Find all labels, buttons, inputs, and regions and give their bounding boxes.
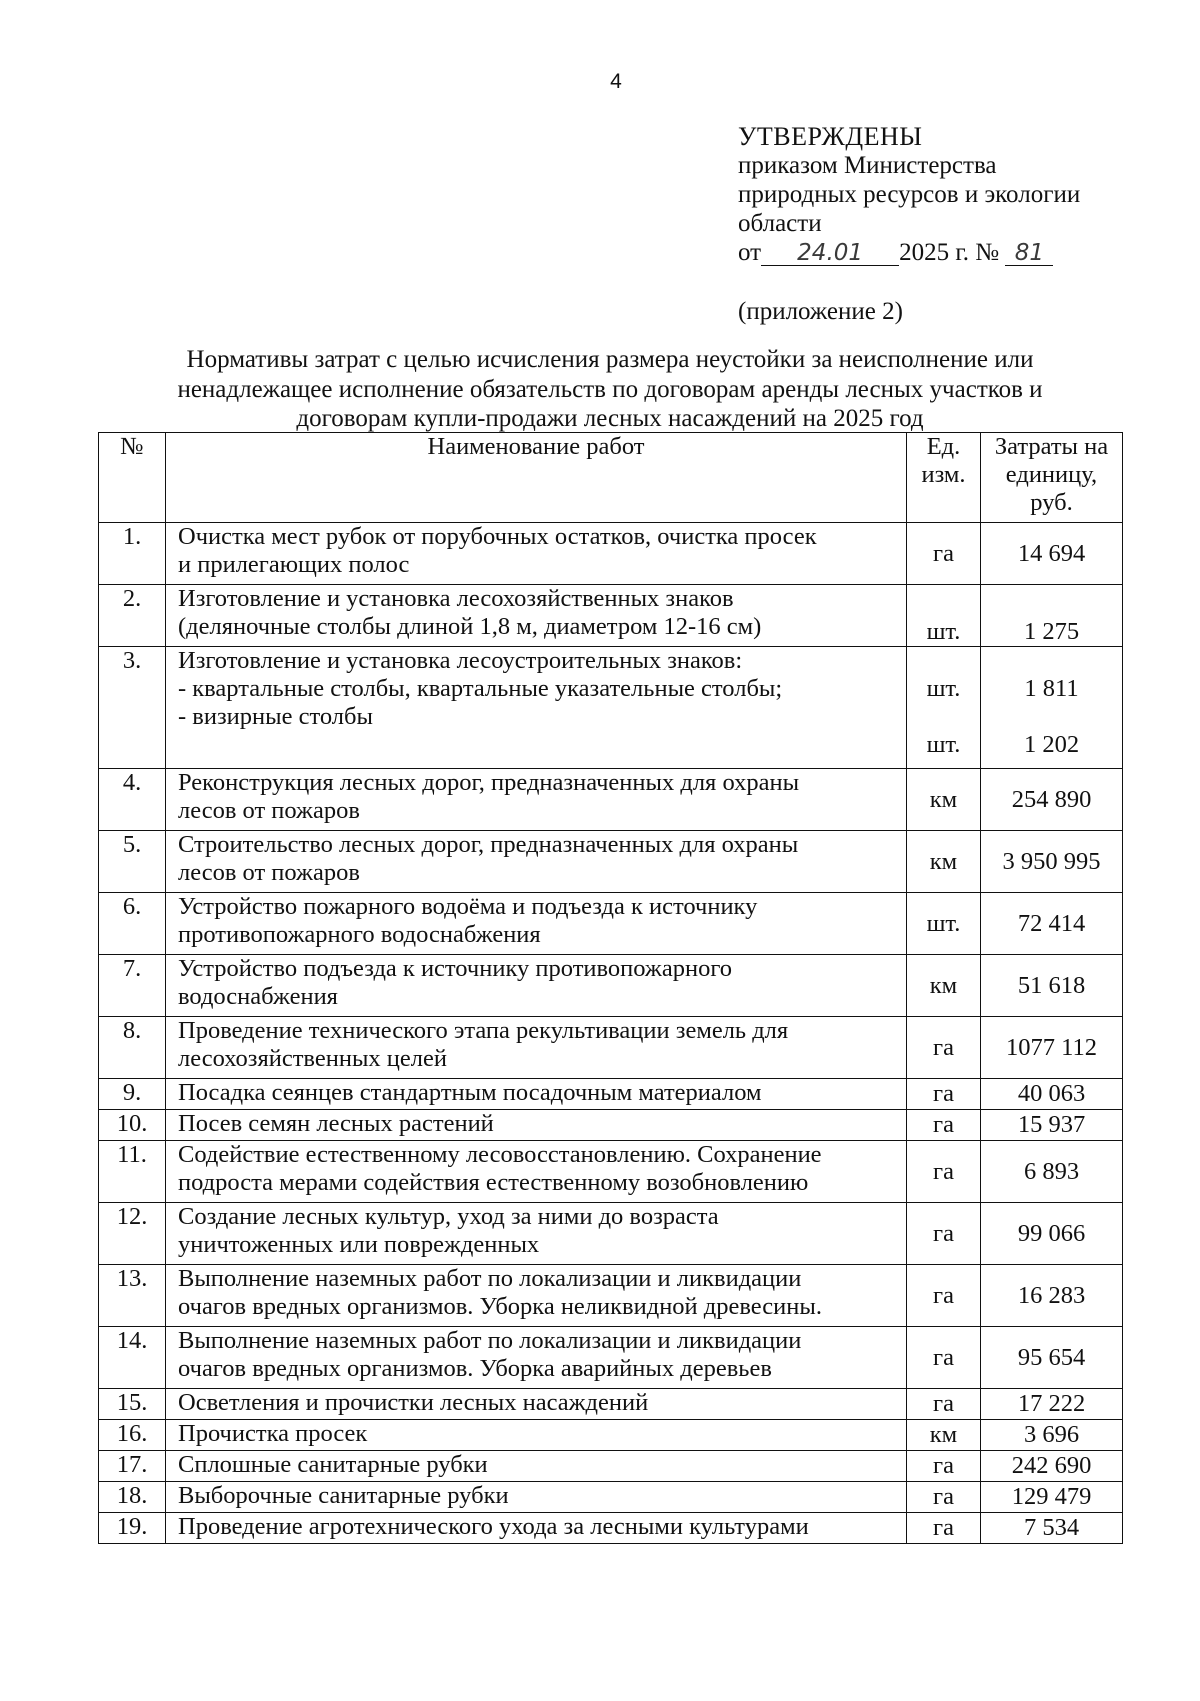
row-name-line: (деляночные столбы длиной 1,8 м, диаметром 12-16 см) [178, 613, 762, 640]
row-name-line: Устройство подъезда к источнику противопожарного [178, 955, 733, 982]
row-name-line: и прилегающих полос [178, 551, 410, 578]
row-name-line: - визирные столбы [178, 703, 373, 730]
row-name-line: лесов от пожаров [178, 859, 360, 886]
row-name [166, 1265, 907, 1327]
row-unit: га [907, 1451, 981, 1482]
table-row [99, 1451, 1123, 1482]
handwritten-date: 24.01 [761, 241, 899, 266]
row-number: 11. [99, 1141, 166, 1203]
table-row [99, 1327, 1123, 1389]
row-cost: 16 283 [981, 1265, 1123, 1327]
row-unit: км [907, 1420, 981, 1451]
row-name-line: Выполнение наземных работ по локализации и ликвидации [178, 1327, 802, 1354]
row-unit: км [907, 769, 981, 831]
row-unit: га [907, 1265, 981, 1327]
table-row [99, 523, 1123, 585]
row-name-line: очагов вредных организмов. Уборка неликвидной древесины. [178, 1293, 822, 1320]
row-cost: 7 534 [981, 1513, 1123, 1544]
row-name: Посев семян лесных растений [166, 1110, 907, 1141]
row-name: Посадка сеянцев стандартным посадочным материалом [166, 1079, 907, 1110]
row-unit: га [907, 1110, 981, 1141]
row-cost: 72 414 [981, 893, 1123, 955]
header-cost-line-2: единицу, [1005, 461, 1098, 488]
row-unit: га [907, 523, 981, 585]
row-name [166, 769, 907, 831]
approval-year-text: 2025 г. № [899, 239, 1000, 266]
table-row [99, 1265, 1123, 1327]
page-number: 4 [610, 70, 622, 93]
header-cost-line-1: Затраты на [994, 433, 1109, 460]
row-name-line: Изготовление и установка лесоустроительных знаков: [178, 647, 743, 674]
row-name-line: подроста мерами содействия естественному возобновлению [178, 1169, 809, 1196]
row-unit: га [907, 1389, 981, 1420]
row-cost [981, 647, 1123, 769]
row-name [166, 893, 907, 955]
approval-line-3: области [738, 210, 822, 237]
row-name: Выборочные санитарные рубки [166, 1482, 907, 1513]
table-row [99, 1141, 1123, 1203]
row-number: 4. [99, 769, 166, 831]
row-cost: 1077 112 [981, 1017, 1123, 1079]
approval-line-1: приказом Министерства [738, 152, 997, 179]
appendix-label: (приложение 2) [738, 298, 903, 325]
row-name [166, 1203, 907, 1265]
row-name-line: водоснабжения [178, 983, 338, 1010]
row-name: Прочистка просек [166, 1420, 907, 1451]
table-row [99, 893, 1123, 955]
handwritten-order-number: 81 [1005, 241, 1053, 266]
row-unit [907, 647, 981, 769]
row-number: 18. [99, 1482, 166, 1513]
row-cost-b: 1 202 [1023, 731, 1080, 758]
table-row [99, 1513, 1123, 1544]
table-row [99, 1203, 1123, 1265]
row-name [166, 955, 907, 1017]
row-unit: км [907, 955, 981, 1017]
row-name-line: Выполнение наземных работ по локализации и ликвидации [178, 1265, 802, 1292]
row-cost: 51 618 [981, 955, 1123, 1017]
row-number: 1. [99, 523, 166, 585]
row-name-line: Изготовление и установка лесохозяйственных знаков [178, 585, 734, 612]
row-number: 10. [99, 1110, 166, 1141]
table-row [99, 585, 1123, 647]
table-row [99, 1389, 1123, 1420]
row-unit-a: шт. [926, 675, 961, 702]
row-name: Сплошные санитарные рубки [166, 1451, 907, 1482]
row-name-line: лесохозяйственных целей [178, 1045, 447, 1072]
row-number: 9. [99, 1079, 166, 1110]
header-cost-line-3: руб. [1030, 489, 1073, 516]
row-cost: 14 694 [981, 523, 1123, 585]
row-cost: 99 066 [981, 1203, 1123, 1265]
table-row [99, 1017, 1123, 1079]
row-cost: 95 654 [981, 1327, 1123, 1389]
header-unit [907, 433, 981, 523]
row-name-line: Очистка мест рубок от порубочных остатков, очистка просек [178, 523, 817, 550]
row-unit: га [907, 1203, 981, 1265]
row-cost-a: 1 811 [1024, 675, 1079, 702]
row-number: 17. [99, 1451, 166, 1482]
row-unit: шт. [907, 585, 981, 647]
row-cost: 1 275 [981, 585, 1123, 647]
row-name [166, 1141, 907, 1203]
row-number: 8. [99, 1017, 166, 1079]
row-name-line: Строительство лесных дорог, предназначенных для охраны [178, 831, 799, 858]
row-cost: 3 696 [981, 1420, 1123, 1451]
table-row [99, 1110, 1123, 1141]
row-unit: га [907, 1017, 981, 1079]
row-name [166, 1017, 907, 1079]
row-cost: 254 890 [981, 769, 1123, 831]
row-cost: 3 950 995 [981, 831, 1123, 893]
row-unit: га [907, 1079, 981, 1110]
table-row [99, 647, 1123, 769]
row-name [166, 585, 907, 647]
table-row [99, 1079, 1123, 1110]
row-number: 3. [99, 647, 166, 769]
approval-stamp-block [738, 122, 1080, 267]
row-cost: 40 063 [981, 1079, 1123, 1110]
row-unit: га [907, 1327, 981, 1389]
row-number: 6. [99, 893, 166, 955]
row-unit: шт. [907, 893, 981, 955]
row-name-line: Содействие естественному лесовосстановлению. Сохранение [178, 1141, 822, 1168]
row-unit: км [907, 831, 981, 893]
header-cost [981, 433, 1123, 523]
row-unit-b: шт. [926, 731, 961, 758]
header-unit-line-1: Ед. [926, 433, 961, 460]
row-name [166, 523, 907, 585]
table-row [99, 769, 1123, 831]
header-name: Наименование работ [166, 433, 907, 523]
row-name-line: Реконструкция лесных дорог, предназначенных для охраны [178, 769, 800, 796]
approval-from-prefix: от [738, 239, 762, 266]
row-name [166, 831, 907, 893]
table-header-row [99, 433, 1123, 523]
row-name-line: Устройство пожарного водоёма и подъезда к источнику [178, 893, 758, 920]
approval-heading: УТВЕРЖДЕНЫ [738, 122, 923, 151]
table-row [99, 1482, 1123, 1513]
cost-norms-table [98, 432, 1123, 1544]
row-unit: га [907, 1141, 981, 1203]
row-number: 13. [99, 1265, 166, 1327]
row-number: 12. [99, 1203, 166, 1265]
document-title [98, 345, 1122, 434]
row-name-line: противопожарного водоснабжения [178, 921, 541, 948]
approval-date-line [738, 238, 1080, 267]
row-number: 7. [99, 955, 166, 1017]
header-unit-line-2: изм. [921, 461, 966, 488]
row-name-line: - квартальные столбы, квартальные указательные столбы; [178, 675, 783, 702]
row-unit: га [907, 1513, 981, 1544]
row-cost: 129 479 [981, 1482, 1123, 1513]
row-number: 19. [99, 1513, 166, 1544]
approval-line-2: природных ресурсов и экологии [738, 181, 1081, 208]
row-name-line: очагов вредных организмов. Уборка аварийных деревьев [178, 1355, 772, 1382]
row-cost: 17 222 [981, 1389, 1123, 1420]
row-cost: 242 690 [981, 1451, 1123, 1482]
table-row [99, 955, 1123, 1017]
row-name-line: Проведение технического этапа рекультивации земель для [178, 1017, 789, 1044]
row-cost: 6 893 [981, 1141, 1123, 1203]
row-unit: га [907, 1482, 981, 1513]
title-line-3: договорам купли-продажи лесных насаждений на 2025 год [296, 405, 924, 432]
row-number: 2. [99, 585, 166, 647]
title-line-1: Нормативы затрат с целью исчисления размера неустойки за неисполнение или [186, 346, 1034, 373]
row-name-line: Создание лесных культур, уход за ними до возраста [178, 1203, 719, 1230]
row-cost: 15 937 [981, 1110, 1123, 1141]
row-number: 14. [99, 1327, 166, 1389]
row-name: Осветления и прочистки лесных насаждений [166, 1389, 907, 1420]
row-name [166, 1327, 907, 1389]
row-name-line: лесов от пожаров [178, 797, 360, 824]
table-row [99, 1420, 1123, 1451]
header-number: № [99, 433, 166, 523]
row-name [166, 647, 907, 769]
row-name: Проведение агротехнического ухода за лесными культурами [166, 1513, 907, 1544]
row-number: 15. [99, 1389, 166, 1420]
table-row [99, 831, 1123, 893]
row-number: 5. [99, 831, 166, 893]
title-line-2: ненадлежащее исполнение обязательств по договорам аренды лесных участков и [177, 375, 1043, 403]
row-number: 16. [99, 1420, 166, 1451]
row-name-line: уничтоженных или поврежденных [178, 1231, 540, 1258]
